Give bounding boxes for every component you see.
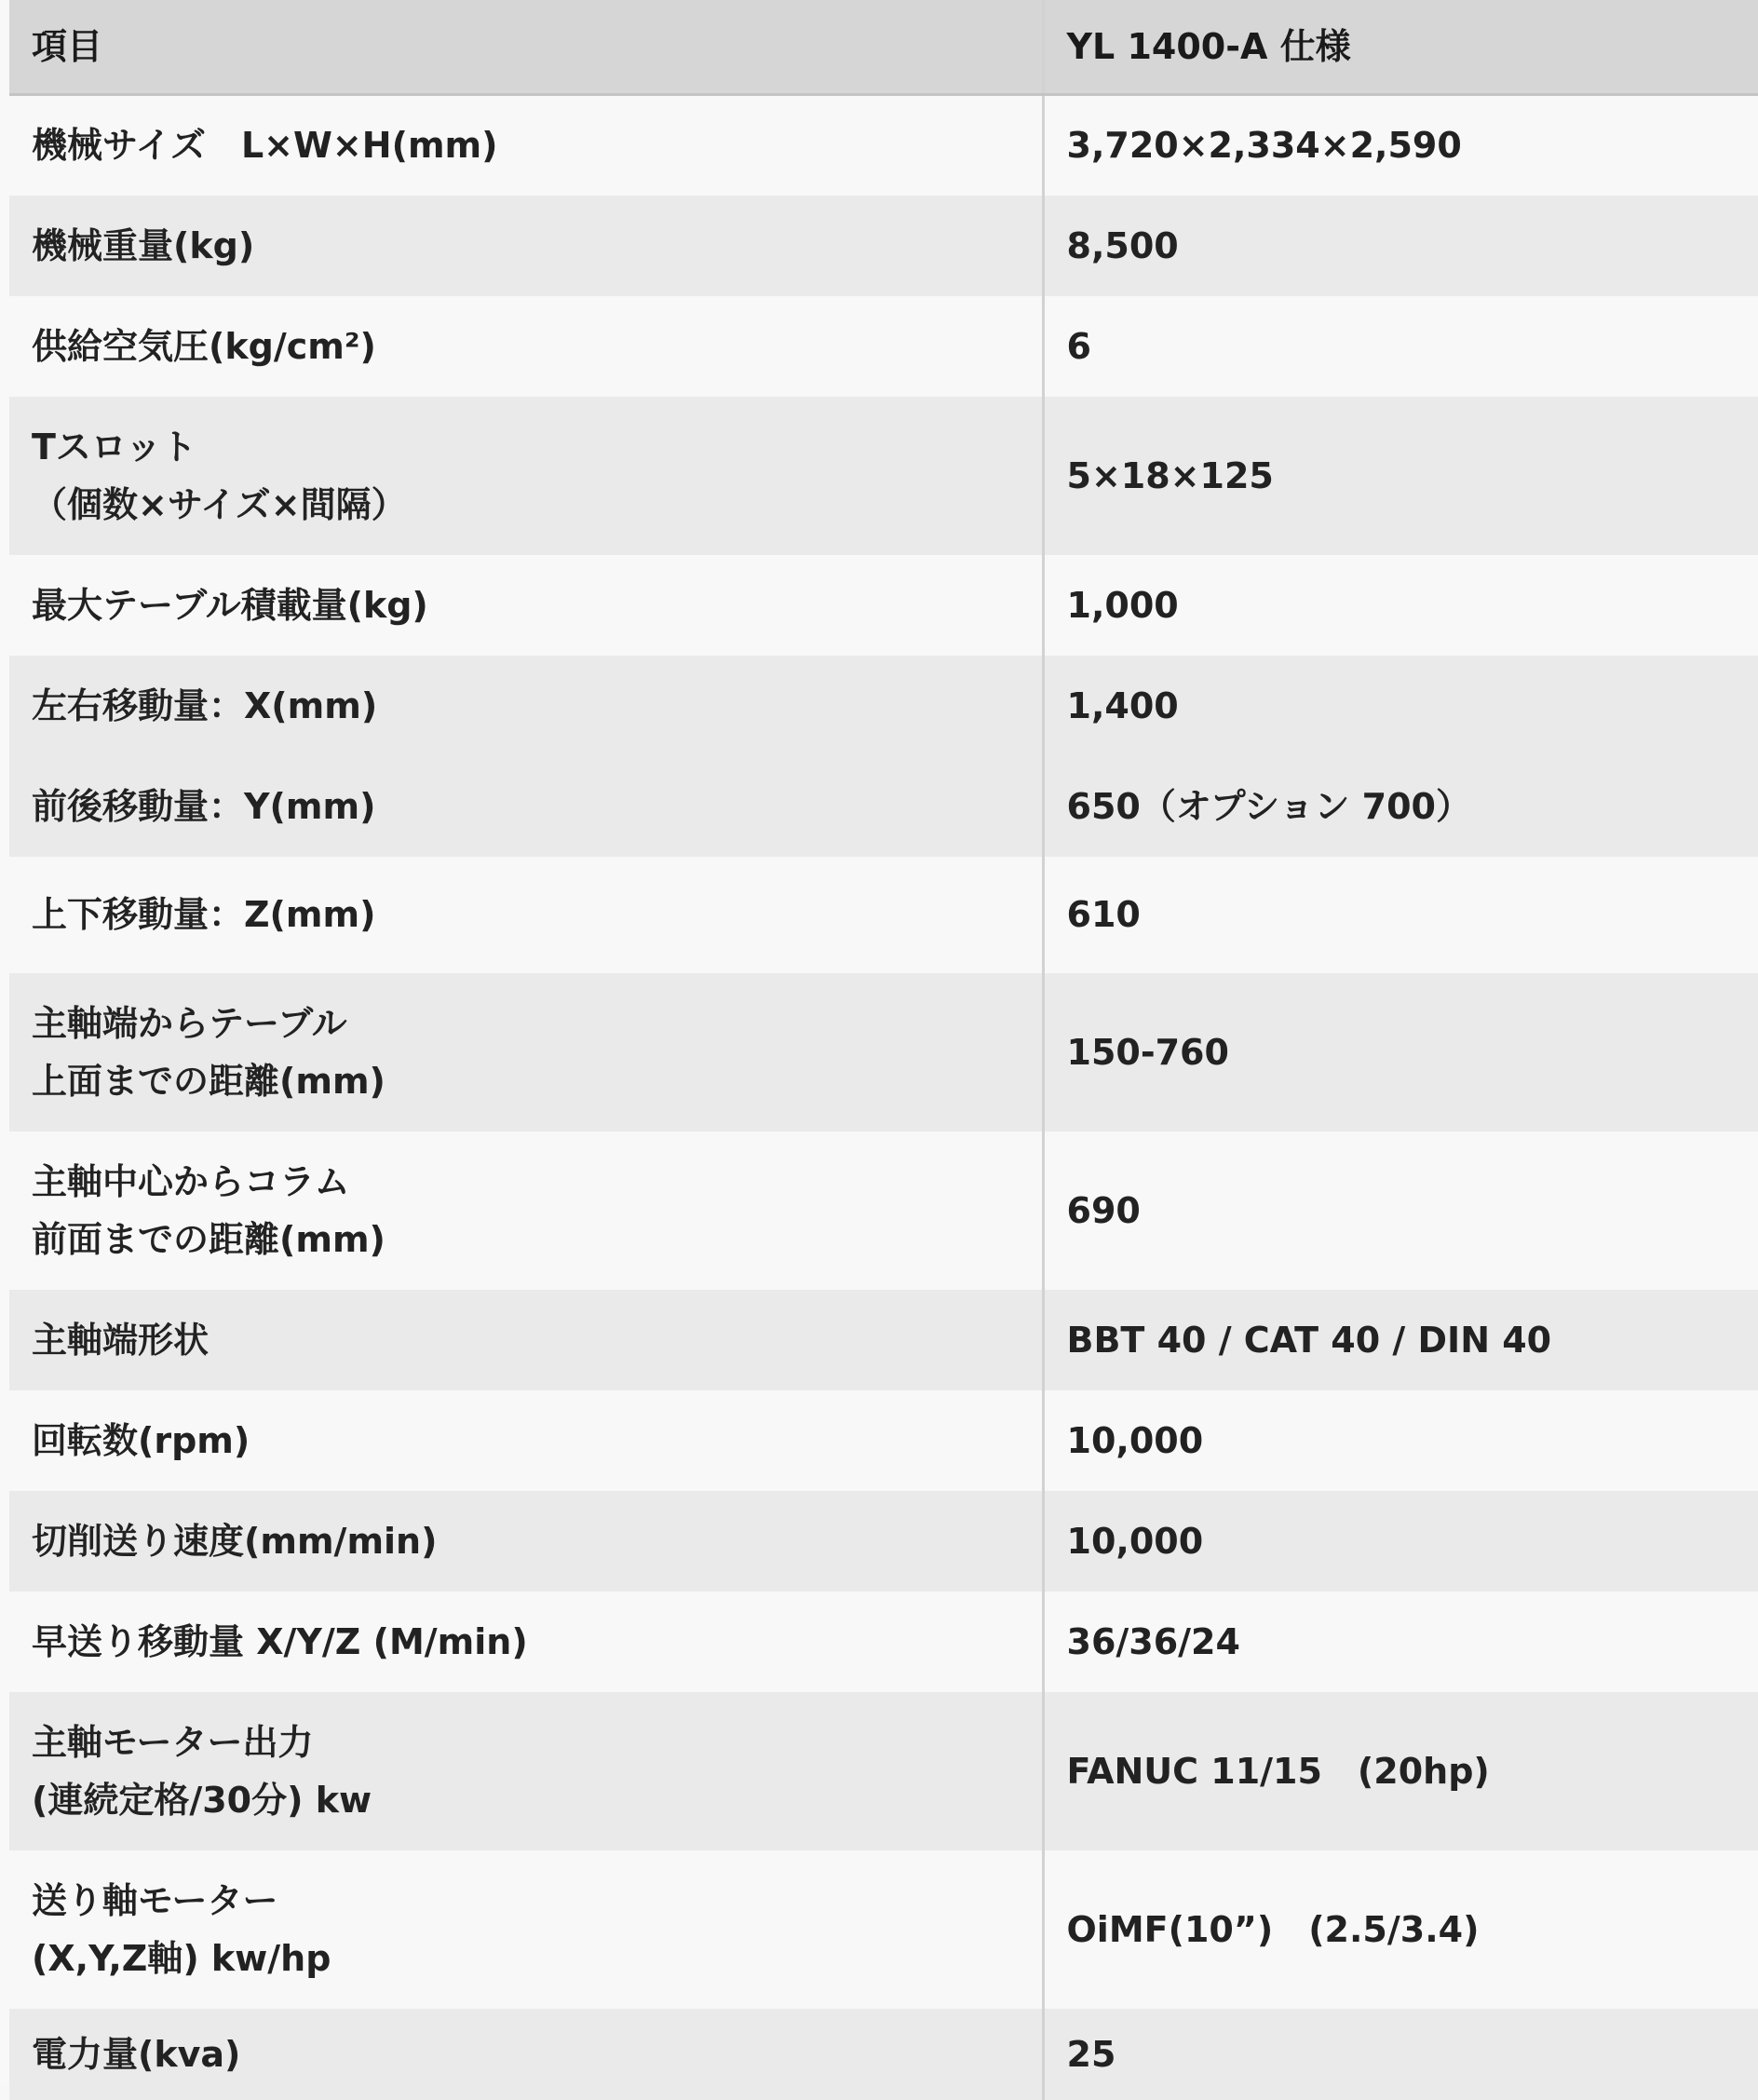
table-row — [9, 1592, 1758, 1692]
table-row — [9, 555, 1758, 656]
row-item-label: 主軸モーター出力 (連続定格/30分) kw — [9, 1692, 1043, 1850]
row-item-label: 回転数(rpm) — [9, 1390, 1043, 1491]
row-spec-value: 8,500 — [1043, 196, 1758, 296]
row-item-label: 機械サイズ L×W×H(mm) — [9, 95, 1043, 196]
table-row — [9, 756, 1758, 857]
table-row — [9, 1491, 1758, 1592]
row-item-label: 主軸端からテーブル 上面までの距離(mm) — [9, 973, 1043, 1131]
row-spec-value: BBT 40 / CAT 40 / DIN 40 — [1043, 1290, 1758, 1390]
row-spec-value: 610 — [1043, 857, 1758, 973]
row-spec-value: 1,000 — [1043, 555, 1758, 656]
row-item-label: 電力量(kva) — [9, 2009, 1043, 2100]
row-spec-value: 3,720×2,334×2,590 — [1043, 95, 1758, 196]
row-item-label: 上下移動量：Z(mm) — [9, 857, 1043, 973]
row-spec-value: 1,400 — [1043, 656, 1758, 756]
table-row — [9, 296, 1758, 397]
table-row — [9, 656, 1758, 756]
row-item-label: 送り軸モーター (X,Y,Z軸) kw/hp — [9, 1850, 1043, 2009]
table-row — [9, 1290, 1758, 1390]
row-spec-value: 25 — [1043, 2009, 1758, 2100]
table-row — [9, 397, 1758, 555]
row-item-label: 前後移動量：Y(mm) — [9, 756, 1043, 857]
header-item: 項目 — [9, 0, 1043, 95]
row-spec-value: 6 — [1043, 296, 1758, 397]
row-spec-value: 690 — [1043, 1131, 1758, 1290]
row-item-label: 主軸端形状 — [9, 1290, 1043, 1390]
table-row — [9, 1390, 1758, 1491]
row-item-label: 供給空気圧(kg/cm²) — [9, 296, 1043, 397]
row-item-label: 最大テーブル積載量(kg) — [9, 555, 1043, 656]
table-body — [9, 95, 1758, 2100]
table-row — [9, 973, 1758, 1131]
row-item-label: 主軸中心からコラム 前面までの距離(mm) — [9, 1131, 1043, 1290]
spec-table — [9, 0, 1758, 2100]
table-header-row — [9, 0, 1758, 95]
row-item-label: 左右移動量：X(mm) — [9, 656, 1043, 756]
row-spec-value: 650（オプション 700） — [1043, 756, 1758, 857]
row-spec-value: OiMF(10”) (2.5/3.4) — [1043, 1850, 1758, 2009]
row-spec-value: 10,000 — [1043, 1491, 1758, 1592]
row-item-label: 切削送り速度(mm/min) — [9, 1491, 1043, 1592]
table-row — [9, 196, 1758, 296]
row-item-label: 機械重量(kg) — [9, 196, 1043, 296]
table-row — [9, 1850, 1758, 2009]
table-row — [9, 1692, 1758, 1850]
table-row — [9, 1131, 1758, 1290]
table-row — [9, 95, 1758, 196]
row-spec-value: 36/36/24 — [1043, 1592, 1758, 1692]
row-spec-value: 5×18×125 — [1043, 397, 1758, 555]
row-spec-value: 10,000 — [1043, 1390, 1758, 1491]
row-item-label: 早送り移動量 X/Y/Z (M/min) — [9, 1592, 1043, 1692]
header-spec: YL 1400-A 仕様 — [1043, 0, 1758, 95]
row-spec-value: 150-760 — [1043, 973, 1758, 1131]
row-item-label: Tスロット （個数×サイズ×間隔） — [9, 397, 1043, 555]
row-spec-value: FANUC 11/15 (20hp) — [1043, 1692, 1758, 1850]
table-row — [9, 857, 1758, 973]
